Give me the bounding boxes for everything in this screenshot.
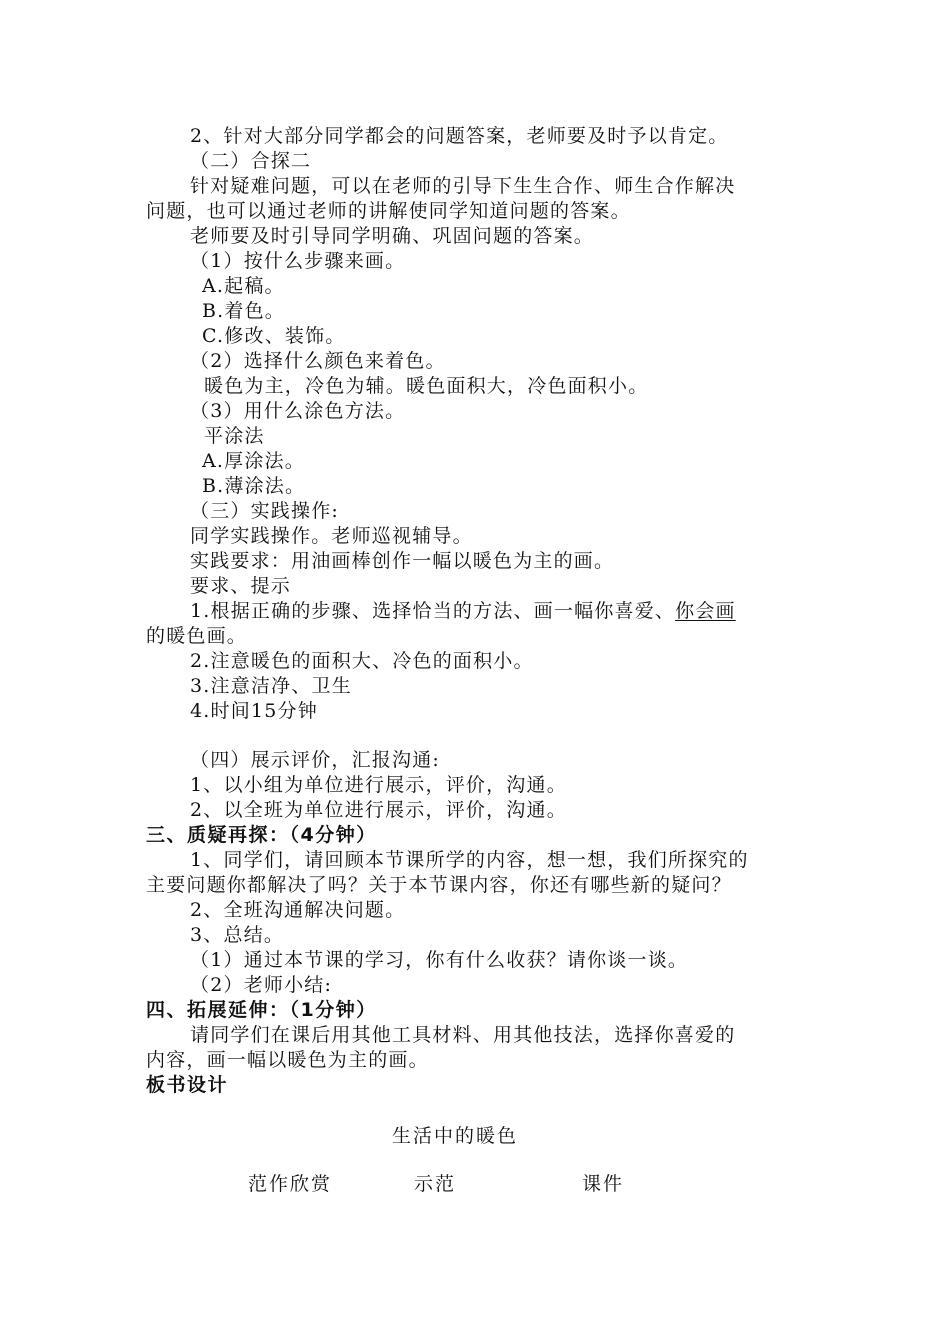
section-heading-4: （四）展示评价，汇报沟通: bbox=[190, 749, 441, 771]
underlined-text: 你会画 bbox=[675, 600, 736, 622]
section-heading-2: （二）合探二 bbox=[190, 150, 312, 172]
text-line: 2、针对大部分同学都会的问题答案，老师要及时予以肯定。 bbox=[190, 125, 729, 147]
list-item: A.厚涂法。 bbox=[202, 450, 305, 472]
bold-heading: 四、拓展延伸：（1分钟） bbox=[146, 999, 377, 1021]
text-line: 暖色为主，冷色为辅。暖色面积大，冷色面积小。 bbox=[204, 375, 649, 397]
text-line: 同学实践操作。老师巡视辅导。 bbox=[190, 525, 473, 547]
text-line: 1、同学们，请回顾本节课所学的内容，想一想，我们所探究的 bbox=[190, 849, 749, 871]
text-line: 要求、提示 bbox=[190, 575, 292, 597]
text-line bbox=[190, 599, 736, 623]
board-title: 生活中的暖色 bbox=[392, 1125, 519, 1147]
text-line: （2）老师小结: bbox=[190, 974, 333, 996]
bold-heading: 三、质疑再探：（4分钟） bbox=[146, 824, 377, 846]
text-line: 2、全班沟通解决问题。 bbox=[190, 899, 406, 921]
text-line: 实践要求：用油画棒创作一幅以暖色为主的画。 bbox=[190, 550, 615, 572]
text-segment: 1.根据正确的步骤、选择恰当的方法、画一幅你喜爱、 bbox=[190, 600, 676, 622]
list-item: C.修改、装饰。 bbox=[202, 325, 346, 347]
text-line: 3、总结。 bbox=[190, 924, 285, 946]
text-line: 内容，画一幅以暖色为主的画。 bbox=[146, 1049, 429, 1071]
text-line: 请同学们在课后用其他工具材料、用其他技法，选择你喜爱的 bbox=[190, 1024, 736, 1046]
question-3: （3）用什么涂色方法。 bbox=[190, 400, 406, 422]
text-line: 2.注意暖色的面积大、冷色的面积小。 bbox=[190, 650, 534, 672]
board-item: 课件 bbox=[582, 1173, 625, 1195]
text-line: 2、以全班为单位进行展示，评价，沟通。 bbox=[190, 799, 567, 821]
list-item: A.起稿。 bbox=[202, 275, 285, 297]
text-line: 老师要及时引导同学明确、巩固问题的答案。 bbox=[190, 225, 595, 247]
bold-heading: 板书设计 bbox=[146, 1074, 229, 1096]
text-line: 针对疑难问题，可以在老师的引导下生生合作、师生合作解决 bbox=[190, 175, 736, 197]
text-line: 3.注意洁净、卫生 bbox=[190, 675, 352, 697]
board-item: 范作欣赏 bbox=[248, 1173, 333, 1195]
board-item: 示范 bbox=[414, 1173, 457, 1195]
text-line: 的暖色画。 bbox=[146, 625, 248, 647]
text-line: 主要问题你都解决了吗？关于本节课内容，你还有哪些新的疑问？ bbox=[146, 874, 732, 896]
text-line: 1、以小组为单位进行展示，评价，沟通。 bbox=[190, 774, 567, 796]
question-2: （2）选择什么颜色来着色。 bbox=[190, 350, 446, 372]
text-line: 问题，也可以通过老师的讲解使同学知道问题的答案。 bbox=[146, 200, 631, 222]
list-item: B.着色。 bbox=[202, 300, 286, 322]
text-line: 平涂法 bbox=[204, 425, 265, 447]
list-item: B.薄涂法。 bbox=[202, 475, 306, 497]
section-heading-3: （三）实践操作: bbox=[190, 500, 340, 522]
text-line: （1）通过本节课的学习，你有什么收获？请你谈一谈。 bbox=[190, 949, 689, 971]
text-line: 4.时间15分钟 bbox=[190, 700, 318, 722]
question-1: （1）按什么步骤来画。 bbox=[190, 250, 406, 272]
